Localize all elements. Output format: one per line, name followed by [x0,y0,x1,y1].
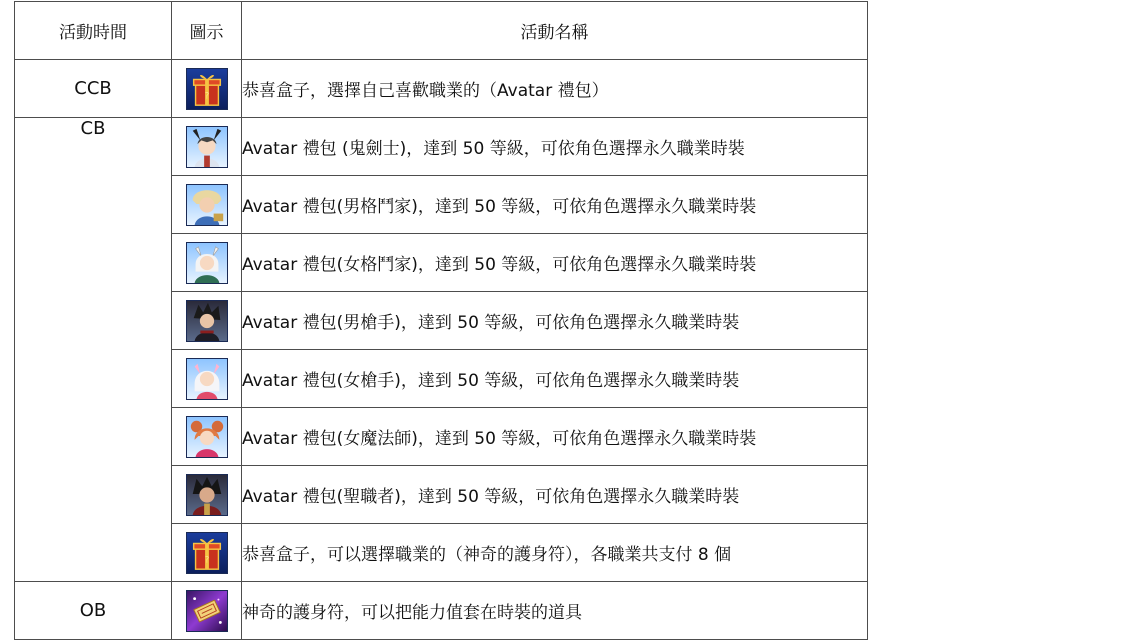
phase-ob: OB [15,582,172,640]
table-row [15,60,868,118]
event-name: Avatar 禮包(女魔法師)，達到 50 等級，可依角色選擇永久職業時裝 [242,408,868,466]
event-name: Avatar 禮包(男格鬥家)，達到 50 等級，可依角色選擇永久職業時裝 [242,176,868,234]
table-row [15,118,868,176]
priest-portrait-icon [186,474,228,516]
table-header-row [15,2,868,60]
header-name: 活動名稱 [242,2,868,60]
event-name: 恭喜盒子，選擇自己喜歡職業的（Avatar 禮包） [242,60,868,118]
header-time: 活動時間 [15,2,172,60]
male-fighter-portrait-icon [186,184,228,226]
event-name: Avatar 禮包(女槍手)，達到 50 等級，可依角色選擇永久職業時裝 [242,350,868,408]
phase-ccb: CCB [15,60,172,118]
event-table [14,1,868,640]
header-icon: 圖示 [172,2,242,60]
magic-talisman-icon [186,590,228,632]
gift-box-icon [186,68,228,110]
event-name: Avatar 禮包(男槍手)，達到 50 等級，可依角色選擇永久職業時裝 [242,292,868,350]
event-name: Avatar 禮包(聖職者)，達到 50 等級，可依角色選擇永久職業時裝 [242,466,868,524]
female-mage-portrait-icon [186,416,228,458]
event-name: 恭喜盒子，可以選擇職業的（神奇的護身符），各職業共支付 8 個 [242,524,868,582]
event-name: Avatar 禮包 (鬼劍士)，達到 50 等級，可依角色選擇永久職業時裝 [242,118,868,176]
event-name: 神奇的護身符，可以把能力值套在時裝的道具 [242,582,868,640]
female-fighter-portrait-icon [186,242,228,284]
male-gunner-portrait-icon [186,300,228,342]
svg-text:?: ? [204,91,209,102]
table-row [15,582,868,640]
svg-text:?: ? [204,555,209,566]
event-name: Avatar 禮包(女格鬥家)，達到 50 等級，可依角色選擇永久職業時裝 [242,234,868,292]
female-gunner-portrait-icon [186,358,228,400]
slayer-portrait-icon [186,126,228,168]
phase-cb: CB [15,118,172,582]
gift-box-icon [186,532,228,574]
